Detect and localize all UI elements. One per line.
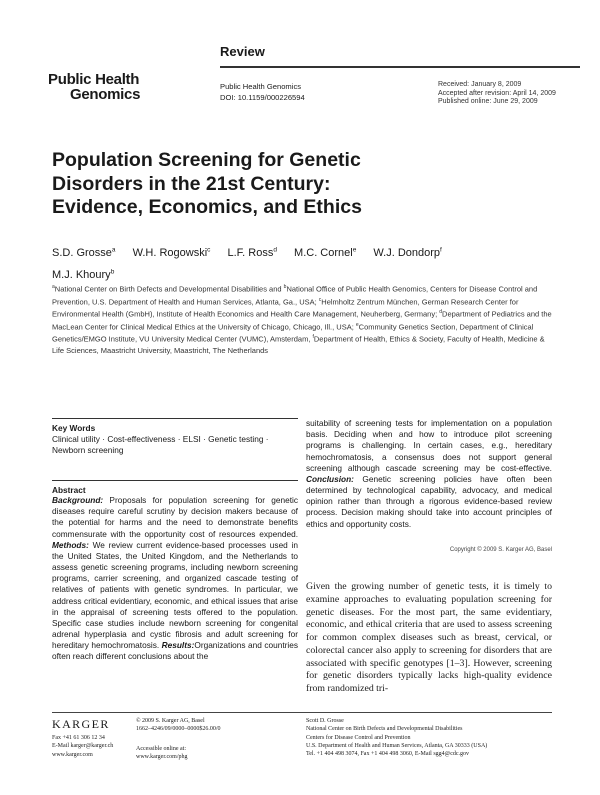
- title-line-2: Disorders in the 21st Century:: [52, 172, 331, 195]
- corr-org: Centers for Disease Control and Prevention: [306, 734, 411, 741]
- copyright-line: © 2009 S. Karger AG, Basel: [136, 718, 205, 724]
- received-date: Received: January 8, 2009: [438, 81, 522, 88]
- author: M.C. Cornel$^e$: [294, 246, 357, 259]
- conclusion-label: Conclusion:: [306, 473, 354, 484]
- affiliations: $^a$National Center on Birth Defects and Developmental Disabilities and $^b$National Office of Public Health Genomics, Centers for Disease Control and Prevention, U.S. Department of Health and Human Services, Atlanta, Ga., USA; $^c$Helmholtz Zentrum München, German Research Center for Environmental Health (GmbH), Institute of Health Economics and Health Care Management, Neuherberg, Germany; $^d$Department of Pediatrics and the MacLean Center for Clinical Medical Ethics at the University of Chicago, Chicago, Ill., USA; $^e$Community Genetics Section, Department of Clinical Genetics/EMGO Institute, VU University Medical Center (VUMC), Amsterdam, $^f$Department of Health, Ethics & Society, Faculty of Health, Medicine & Life Sciences, Maastricht University, Maastricht, The Netherlands: [52, 284, 552, 355]
- journal-logo: [48, 72, 140, 102]
- online-access: [136, 745, 188, 762]
- title-line-1: Population Screening for Genetic: [52, 149, 361, 171]
- logo-line-2: Genomics: [70, 86, 141, 103]
- journal-info: [220, 82, 305, 103]
- header-divider: [220, 66, 580, 68]
- article-dates: [438, 81, 556, 107]
- logo-line-1: Public Health: [48, 71, 140, 88]
- methods-text: We review current evidence-based processes used in the United States, the United Kingdom, and the Netherlands to assess genetic screening programs, including newborn screening programs, carrier screening, and organized cascade testing of relatives of patients with genetic syndromes. In particular, we address critical evidentiary, economic, and ethical issues that arise in the appraisal of screening tests offered to the population. Specific case studies include newborn screening for congenital adrenal hyperplasia and cystic fibrosis and adult screening for hereditary hemochromatosis.: [52, 539, 298, 651]
- title-line-3: Evidence, Economics, and Ethics: [52, 196, 362, 218]
- correspondence: [306, 717, 552, 758]
- published-date: Published online: June 29, 2009: [438, 98, 538, 106]
- access-label: Accessible online at:: [136, 746, 186, 752]
- author: S.D. Grosse$^a$: [52, 246, 116, 259]
- footer-divider: [52, 712, 552, 713]
- doi: DOI: 10.1159/000226594: [220, 92, 305, 102]
- background-text: Proposals for population screening for genetic diseases require careful scrutiny by decision makers because of the potential for harms and the need to demonstrate benefits commensurate with the opportunity cost of resources expended.: [52, 495, 298, 539]
- keywords-heading: Key Words: [52, 423, 96, 433]
- author-list: [52, 240, 552, 285]
- section-label: Review: [220, 44, 265, 59]
- corr-contact: Tel. +1 404 498 3074, Fax +1 404 498 3060, E-Mail sgg4@cdc.gov: [306, 751, 470, 758]
- results-label: Results:: [161, 640, 195, 651]
- keywords-divider: [52, 418, 298, 419]
- accepted-date: Accepted after revision: April 14, 2009: [438, 89, 556, 97]
- conclusion-text: Genetic screening policies have often been determined by technological capability, advocacy, and medical opinion rather than through a rigorous evidence-based review process. Decision making should take into account principles of ethics and opportunity costs.: [306, 473, 552, 529]
- abstract-heading: Abstract: [52, 485, 86, 495]
- publisher-web[interactable]: www.karger.com: [52, 751, 93, 758]
- methods-label: Methods:: [52, 539, 89, 550]
- author: M.J. Khoury$^b$: [52, 268, 115, 282]
- results-text-end: suitability of screening tests for implementation on a population basis. Deciding when and how to introduce pilot screening programs is challenging. In certain cases, e.g., hereditary hemochromatosis, a consensus does not support general screening although cascade screening may be cost-effective.: [306, 418, 552, 473]
- publisher-email[interactable]: E-Mail karger@karger.ch: [52, 743, 114, 750]
- corr-name: Scott D. Grosse: [306, 718, 344, 724]
- access-link[interactable]: www.karger.com/phg: [136, 754, 188, 761]
- author: W.J. Dondorp$^f$: [373, 246, 442, 259]
- author: W.H. Rogowski$^c$: [132, 246, 211, 259]
- introduction-text: Given the growing number of genetic tests, it is timely to examine approaches to evaluating population screening for genetic diseases. For the most part, the same evidentiary, economic, and ethical criteria that are used to assess screening for common complex diseases such as breast, cervical, or colorectal cancer also apply to screening for disorders that are associated with specific genotypes [1–3]. However, screening for genetic disorders typically lacks high-quality evidence from randomized tri-: [306, 581, 552, 694]
- publisher-fax: Fax +41 61 306 12 34: [52, 735, 105, 741]
- corr-address: U.S. Department of Health and Human Services, Atlanta, GA 30333 (USA): [306, 742, 488, 749]
- abstract-divider: [52, 480, 298, 481]
- results-text-start: Organizations and countries often reach different conclusions about the: [52, 640, 298, 662]
- abstract-body: [52, 495, 298, 663]
- copyright-notice: Copyright © 2009 S. Karger AG, Basel: [449, 547, 552, 553]
- abstract-continued: [306, 418, 552, 530]
- issn-line: 1662–4246/09/0000–0000$26.00/0: [136, 726, 221, 733]
- corr-center: National Center on Birth Defects and Developmental Disabilities: [306, 726, 463, 733]
- journal-name: Public Health Genomics: [220, 82, 302, 91]
- background-label: Background:: [52, 495, 104, 505]
- publisher-contact: [52, 734, 113, 759]
- article-title: [52, 149, 552, 220]
- publisher-logo: KARGER: [52, 717, 110, 731]
- keywords-text: Clinical utility · Cost-effectiveness · ELSI · Genetic testing · Newborn screening: [52, 434, 269, 455]
- author: L.F. Ross$^d$: [227, 246, 277, 259]
- publication-copyright: [136, 717, 221, 734]
